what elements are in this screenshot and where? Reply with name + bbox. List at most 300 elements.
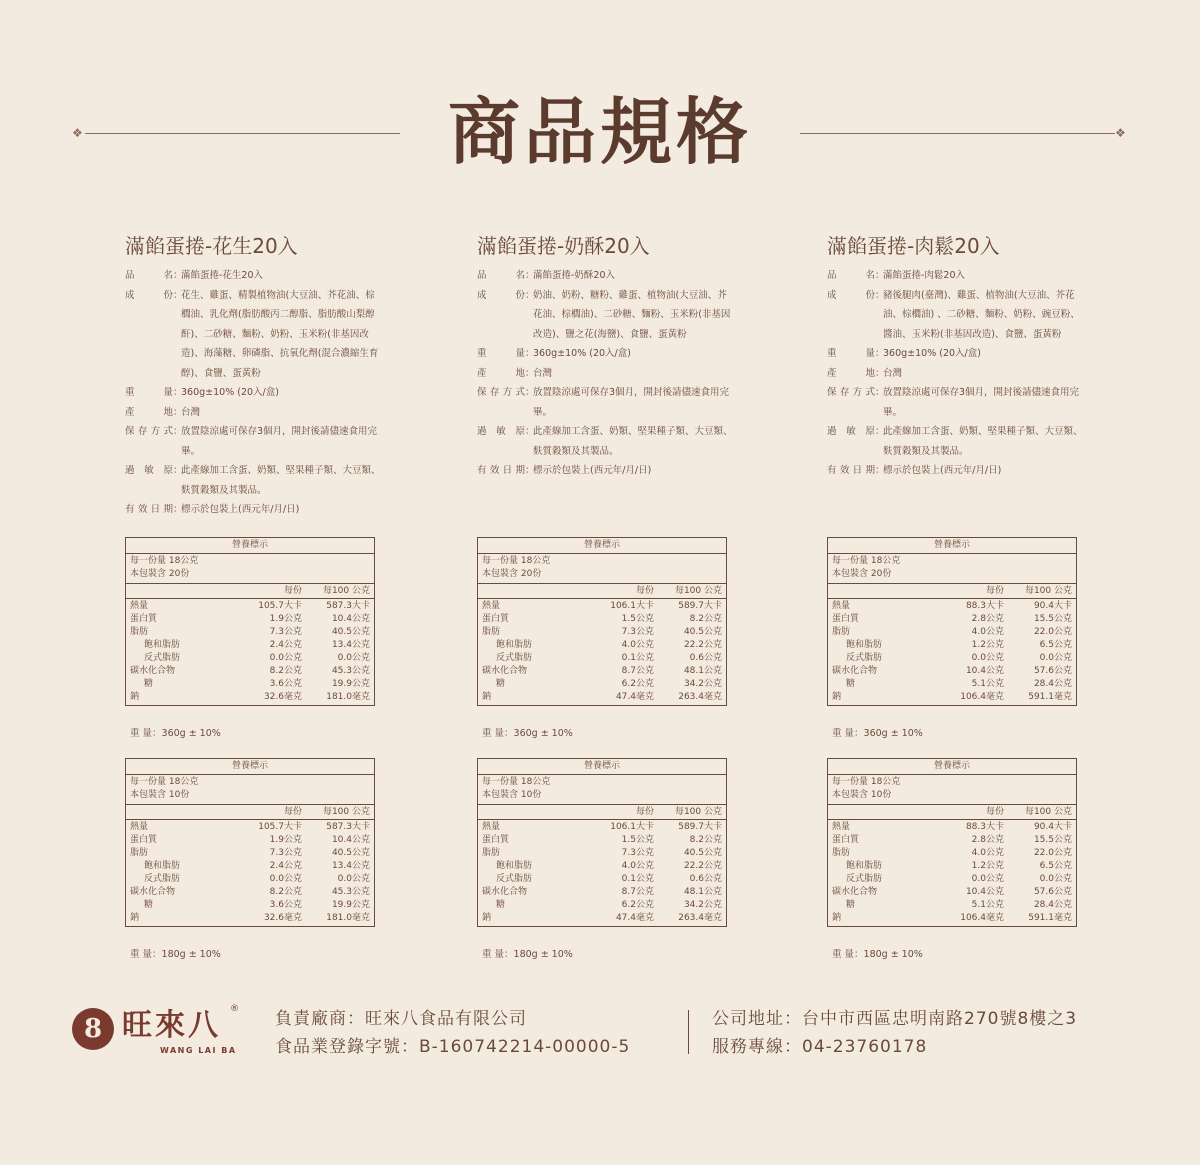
nutrient-name: 飽和脂肪 xyxy=(496,640,533,650)
nutrient-per-serving: 47.4毫克 xyxy=(615,692,654,702)
nutrition-columns xyxy=(478,805,726,820)
title-rule-left xyxy=(85,133,400,134)
nutrition-header: 營養標示 xyxy=(126,759,374,775)
nutrient-name: 碳水化合物 xyxy=(832,887,878,897)
nutrient-per-100g: 0.0公克 xyxy=(337,653,370,663)
spec-list xyxy=(125,266,455,520)
nutrient-name: 蛋白質 xyxy=(130,835,158,845)
nutrient-per-serving: 0.1公克 xyxy=(621,874,654,884)
nutrient-per-100g: 40.5公克 xyxy=(331,848,370,858)
nutrient-per-serving: 7.3公克 xyxy=(621,627,654,637)
spec-sep: ： xyxy=(525,387,535,398)
nutrient-per-serving: 106.4毫克 xyxy=(960,692,1004,702)
nutrient-per-serving: 8.7公克 xyxy=(621,887,654,897)
nutrient-per-100g: 589.7大卡 xyxy=(678,822,722,832)
nutrient-per-100g: 263.4毫克 xyxy=(678,913,722,923)
serving-size: 每一份量 18公克 xyxy=(482,556,551,566)
nutrient-name: 反式脂肪 xyxy=(846,874,883,884)
nutrient-name: 鈉 xyxy=(832,692,842,702)
nutrient-per-serving: 2.4公克 xyxy=(269,640,302,650)
nutrition-row xyxy=(126,691,374,704)
nutrition-row xyxy=(828,860,1076,873)
nutrient-name: 反式脂肪 xyxy=(846,653,883,663)
spec-list xyxy=(477,266,807,481)
spec-row xyxy=(827,286,1157,345)
spec-key: 產地 xyxy=(827,367,875,379)
nutrition-row xyxy=(478,847,726,860)
nutrient-name: 反式脂肪 xyxy=(496,653,533,663)
nutrient-per-100g: 181.0毫克 xyxy=(326,692,370,702)
nutrient-name: 熱量 xyxy=(832,822,851,832)
nutrient-per-100g: 15.5公克 xyxy=(1033,614,1072,624)
nutrient-per-100g: 90.4大卡 xyxy=(1033,822,1072,832)
spec-key: 品名 xyxy=(477,270,525,281)
ornament-right-icon: ❖ xyxy=(1115,126,1126,140)
spec-key: 重量 xyxy=(827,348,875,359)
nutrition-row xyxy=(478,665,726,678)
nutrient-per-100g: 57.6公克 xyxy=(1033,666,1072,676)
nutrition-row xyxy=(828,834,1076,847)
nutrient-name: 脂肪 xyxy=(130,848,149,858)
nutrient-per-100g: 19.9公克 xyxy=(331,900,370,910)
spec-sep: ： xyxy=(173,465,183,476)
spec-row xyxy=(477,461,807,481)
nutrient-name: 脂肪 xyxy=(482,627,501,637)
nutrient-per-serving: 3.6公克 xyxy=(269,679,302,689)
nutrition-row xyxy=(126,613,374,626)
nutrition-row xyxy=(126,639,374,652)
nutrient-per-100g: 40.5公克 xyxy=(331,627,370,637)
nutrient-name: 飽和脂肪 xyxy=(846,640,883,650)
nutrient-per-100g: 45.3公克 xyxy=(331,887,370,897)
nutrient-name: 糖 xyxy=(144,679,154,689)
nutrition-row xyxy=(126,847,374,860)
spec-key: 成份 xyxy=(827,289,875,301)
nutrient-per-serving: 2.8公克 xyxy=(971,614,1004,624)
nutrient-per-100g: 591.1毫克 xyxy=(1028,913,1072,923)
nutrient-name: 鈉 xyxy=(130,692,140,702)
col-per-serving: 每份 xyxy=(635,586,654,596)
nutrient-per-100g: 15.5公克 xyxy=(1033,835,1072,845)
spec-sep: ： xyxy=(173,289,183,301)
spec-key: 成份 xyxy=(125,289,173,301)
service-phone: 服務專線：04-23760178 xyxy=(712,1037,928,1057)
spec-key: 重量 xyxy=(125,387,173,398)
nutrient-per-serving: 1.5公克 xyxy=(621,835,654,845)
spec-sep: ： xyxy=(875,270,885,281)
spec-row xyxy=(125,422,455,461)
spec-value: 滿餡蛋捲-花生20入 xyxy=(181,270,264,281)
brand-logo-icon: 8 xyxy=(72,1008,114,1050)
nutrition-row xyxy=(828,873,1076,886)
nutrition-header: 營養標示 xyxy=(478,759,726,775)
nutrient-name: 糖 xyxy=(846,679,856,689)
nutrient-per-100g: 57.6公克 xyxy=(1033,887,1072,897)
nutrition-header: 營養標示 xyxy=(828,759,1076,775)
spec-sep: ： xyxy=(525,465,535,476)
nutrient-name: 碳水化合物 xyxy=(130,887,176,897)
spec-sep: ： xyxy=(875,348,885,359)
spec-row xyxy=(477,364,807,384)
nutrition-row xyxy=(478,639,726,652)
nutrient-per-serving: 4.0公克 xyxy=(971,848,1004,858)
nutrition-row xyxy=(828,626,1076,639)
nutrient-per-100g: 22.0公克 xyxy=(1033,627,1072,637)
nutrient-per-100g: 28.4公克 xyxy=(1033,679,1072,689)
panel-weight: 重 量：360g ± 10% xyxy=(130,728,221,739)
nutrient-name: 鈉 xyxy=(482,692,492,702)
nutrient-per-serving: 1.5公克 xyxy=(621,614,654,624)
spec-key: 保存方式 xyxy=(477,387,525,398)
nutrition-row xyxy=(828,899,1076,912)
nutrient-per-serving: 0.0公克 xyxy=(269,874,302,884)
spec-value: 台灣 xyxy=(181,406,201,418)
registration-number: 食品業登錄字號：B-160742214-00000-5 xyxy=(275,1037,631,1057)
nutrition-row xyxy=(126,886,374,899)
nutrient-per-serving: 7.3公克 xyxy=(621,848,654,858)
spec-row xyxy=(125,461,455,500)
nutrition-row xyxy=(126,600,374,613)
spec-value: 360g±10% (20入/盒) xyxy=(533,348,631,359)
spec-row xyxy=(477,383,807,422)
nutrition-columns xyxy=(828,805,1076,820)
nutrient-per-100g: 40.5公克 xyxy=(683,627,722,637)
serving-size: 每一份量 18公克 xyxy=(130,777,199,787)
nutrition-serving xyxy=(126,554,374,584)
nutrient-per-100g: 181.0毫克 xyxy=(326,913,370,923)
nutrient-per-100g: 589.7大卡 xyxy=(678,601,722,611)
nutrition-row xyxy=(126,873,374,886)
spec-key: 產地 xyxy=(477,367,525,379)
spec-row xyxy=(477,344,807,364)
spec-value: 奶油、奶粉、糖粉、雞蛋、植物油(大豆油、芥花油、棕櫚油)、二砂糖、麵粉、玉米粉(非基因改造)、鹽之花(海鹽)、食鹽、蛋黃粉 xyxy=(533,289,731,340)
spec-value: 台灣 xyxy=(533,367,553,379)
panel-weight: 重 量：180g ± 10% xyxy=(130,949,221,960)
spec-value: 豬後腿肉(臺灣)、雞蛋、植物油(大豆油、芥花油、棕櫚油) 、二砂糖、麵粉、奶粉、豌豆粉、醬油、玉米粉(非基因改造)、食鹽、蛋黃粉 xyxy=(883,289,1080,340)
spec-row xyxy=(125,383,455,403)
nutrient-per-serving: 8.2公克 xyxy=(269,887,302,897)
nutrition-row xyxy=(126,626,374,639)
nutrition-row xyxy=(126,678,374,691)
product-name: 滿餡蛋捲-花生20入 xyxy=(125,234,298,258)
spec-sep: ： xyxy=(875,367,885,379)
nutrient-name: 反式脂肪 xyxy=(144,653,181,663)
product-name: 滿餡蛋捲-奶酥20入 xyxy=(477,234,650,258)
nutrition-row xyxy=(828,678,1076,691)
nutrient-per-serving: 0.0公克 xyxy=(269,653,302,663)
brand-name: 旺來八 xyxy=(122,1008,221,1043)
spec-row xyxy=(827,461,1157,481)
col-per-100g: 每100 公克 xyxy=(1024,586,1072,596)
nutrient-per-100g: 48.1公克 xyxy=(683,887,722,897)
nutrition-header: 營養標示 xyxy=(126,538,374,554)
nutrient-per-serving: 4.0公克 xyxy=(621,861,654,871)
nutrition-columns xyxy=(126,584,374,599)
col-per-serving: 每份 xyxy=(985,586,1004,596)
nutrition-row xyxy=(828,847,1076,860)
nutrition-row xyxy=(126,821,374,834)
nutrient-per-100g: 587.3大卡 xyxy=(326,601,370,611)
serving-count: 本包裝含 20份 xyxy=(130,569,190,579)
nutrient-name: 糖 xyxy=(846,900,856,910)
spec-row xyxy=(827,266,1157,286)
nutrient-per-serving: 1.2公克 xyxy=(971,861,1004,871)
nutrient-name: 碳水化合物 xyxy=(130,666,176,676)
nutrition-row xyxy=(478,691,726,704)
nutrition-row xyxy=(828,821,1076,834)
nutrient-name: 蛋白質 xyxy=(482,835,510,845)
nutrition-serving xyxy=(126,775,374,805)
nutrition-row xyxy=(126,912,374,925)
nutrient-per-serving: 2.8公克 xyxy=(971,835,1004,845)
spec-sep: ： xyxy=(173,406,183,418)
brand-name-en: WANG LAI BA xyxy=(160,1046,237,1055)
nutrition-row xyxy=(478,600,726,613)
nutrition-panel xyxy=(827,758,1077,927)
nutrition-panel xyxy=(125,537,375,706)
spec-key: 保存方式 xyxy=(827,387,875,398)
nutrient-per-100g: 90.4大卡 xyxy=(1033,601,1072,611)
nutrient-per-serving: 4.0公克 xyxy=(971,627,1004,637)
nutrient-per-serving: 5.1公克 xyxy=(971,679,1004,689)
nutrient-name: 脂肪 xyxy=(832,627,851,637)
spec-row xyxy=(827,383,1157,422)
spec-sep: ： xyxy=(875,289,885,301)
spec-row xyxy=(125,266,455,286)
nutrient-name: 飽和脂肪 xyxy=(496,861,533,871)
footer-divider xyxy=(688,1010,689,1054)
spec-value: 放置陰涼處可保存3個月，開封後請儘速食用完畢。 xyxy=(533,387,730,418)
spec-value: 滿餡蛋捲-肉鬆20入 xyxy=(883,270,966,281)
nutrition-row xyxy=(828,886,1076,899)
spec-sep: ： xyxy=(525,367,535,379)
nutrition-panel xyxy=(477,537,727,706)
nutrition-row xyxy=(478,834,726,847)
nutrient-per-100g: 48.1公克 xyxy=(683,666,722,676)
spec-key: 有效日期 xyxy=(477,465,525,476)
maker-info: 負責廠商：旺來八食品有限公司 xyxy=(275,1009,527,1029)
spec-value: 此產線加工含蛋、奶類、堅果種子類、大豆類、麩質穀類及其製品。 xyxy=(533,426,733,457)
nutrient-per-100g: 19.9公克 xyxy=(331,679,370,689)
nutrient-per-serving: 8.7公克 xyxy=(621,666,654,676)
nutrient-per-100g: 6.5公克 xyxy=(1039,861,1072,871)
product-column xyxy=(125,230,455,520)
spec-sep: ： xyxy=(875,465,885,476)
nutrient-per-100g: 10.4公克 xyxy=(331,614,370,624)
spec-row xyxy=(827,364,1157,384)
col-per-serving: 每份 xyxy=(635,807,654,817)
spec-list xyxy=(827,266,1157,481)
serving-size: 每一份量 18公克 xyxy=(832,777,901,787)
nutrient-per-serving: 0.0公克 xyxy=(971,653,1004,663)
nutrient-per-serving: 0.0公克 xyxy=(971,874,1004,884)
spec-sep: ： xyxy=(173,387,183,398)
serving-count: 本包裝含 10份 xyxy=(130,790,190,800)
nutrition-row xyxy=(478,652,726,665)
spec-row xyxy=(125,403,455,423)
nutrient-per-100g: 0.0公克 xyxy=(1039,653,1072,663)
nutrition-row xyxy=(126,665,374,678)
spec-value: 標示於包裝上(西元年/月/日) xyxy=(533,465,652,476)
nutrition-row xyxy=(478,873,726,886)
col-per-serving: 每份 xyxy=(283,807,302,817)
spec-key: 產地 xyxy=(125,406,173,418)
nutrition-row xyxy=(126,652,374,665)
nutrient-name: 飽和脂肪 xyxy=(144,640,181,650)
spec-value: 放置陰涼處可保存3個月，開封後請儘速食用完畢。 xyxy=(883,387,1080,418)
spec-row xyxy=(827,422,1157,461)
nutrient-per-100g: 34.2公克 xyxy=(683,900,722,910)
nutrient-per-serving: 10.4公克 xyxy=(965,666,1004,676)
spec-value: 花生、雞蛋、精製植物油(大豆油、芥花油、棕櫚油、乳化劑(脂肪酸丙二醇脂、脂肪酸山梨醇酐)、二砂糖、麵粉、奶粉、玉米粉(非基因改造)、海藻糖、卵磷脂、抗氧化劑(混合濃縮生育醇)、食鹽、蛋黃粉 xyxy=(181,289,379,379)
nutrient-per-serving: 0.1公克 xyxy=(621,653,654,663)
nutrient-name: 熱量 xyxy=(130,601,149,611)
nutrient-name: 飽和脂肪 xyxy=(846,861,883,871)
nutrient-per-serving: 2.4公克 xyxy=(269,861,302,871)
spec-value: 此產線加工含蛋、奶類、堅果種子類、大豆類、麩質穀類及其製品。 xyxy=(181,465,381,496)
nutrient-per-100g: 22.2公克 xyxy=(683,861,722,871)
nutrition-row xyxy=(828,639,1076,652)
spec-row xyxy=(125,500,455,520)
nutrient-name: 反式脂肪 xyxy=(144,874,181,884)
nutrient-name: 反式脂肪 xyxy=(496,874,533,884)
spec-key: 有效日期 xyxy=(125,504,173,515)
nutrient-name: 熱量 xyxy=(130,822,149,832)
nutrient-per-serving: 32.6毫克 xyxy=(263,692,302,702)
nutrient-name: 熱量 xyxy=(482,822,501,832)
panel-weight: 重 量：360g ± 10% xyxy=(832,728,923,739)
nutrient-per-100g: 45.3公克 xyxy=(331,666,370,676)
col-per-100g: 每100 公克 xyxy=(1024,807,1072,817)
nutrient-per-100g: 0.0公克 xyxy=(1039,874,1072,884)
nutrition-panel xyxy=(477,758,727,927)
nutrient-per-serving: 4.0公克 xyxy=(621,640,654,650)
nutrient-per-100g: 22.0公克 xyxy=(1033,848,1072,858)
nutrition-panel xyxy=(827,537,1077,706)
nutrient-per-100g: 10.4公克 xyxy=(331,835,370,845)
spec-value: 360g±10% (20入/盒) xyxy=(883,348,981,359)
nutrient-per-serving: 106.1大卡 xyxy=(610,822,654,832)
nutrition-row xyxy=(126,834,374,847)
spec-row xyxy=(125,286,455,384)
spec-row xyxy=(827,344,1157,364)
spec-key: 過敏原 xyxy=(125,465,173,476)
spec-key: 成份 xyxy=(477,289,525,301)
nutrient-per-100g: 28.4公克 xyxy=(1033,900,1072,910)
spec-key: 保存方式 xyxy=(125,426,173,437)
nutrient-name: 熱量 xyxy=(482,601,501,611)
nutrient-name: 蛋白質 xyxy=(832,835,860,845)
serving-count: 本包裝含 20份 xyxy=(832,569,892,579)
nutrition-header: 營養標示 xyxy=(828,538,1076,554)
nutrition-row xyxy=(828,600,1076,613)
spec-sep: ： xyxy=(525,270,535,281)
spec-key: 過敏原 xyxy=(827,426,875,437)
spec-value: 標示於包裝上(西元年/月/日) xyxy=(181,504,300,515)
nutrient-name: 脂肪 xyxy=(832,848,851,858)
panel-weight: 重 量：180g ± 10% xyxy=(832,949,923,960)
spec-value: 滿餡蛋捲-奶酥20入 xyxy=(533,270,616,281)
serving-size: 每一份量 18公克 xyxy=(482,777,551,787)
spec-sep: ： xyxy=(875,426,885,437)
nutrient-per-serving: 105.7大卡 xyxy=(258,601,302,611)
nutrition-row xyxy=(828,665,1076,678)
nutrition-row xyxy=(478,678,726,691)
spec-key: 品名 xyxy=(125,270,173,281)
nutrient-per-serving: 6.2公克 xyxy=(621,900,654,910)
title-rule-right xyxy=(800,133,1115,134)
nutrient-per-serving: 5.1公克 xyxy=(971,900,1004,910)
col-per-100g: 每100 公克 xyxy=(674,807,722,817)
nutrient-per-serving: 88.3大卡 xyxy=(965,822,1004,832)
nutrition-row xyxy=(126,860,374,873)
spec-key: 品名 xyxy=(827,270,875,281)
nutrient-name: 飽和脂肪 xyxy=(144,861,181,871)
nutrition-row xyxy=(126,899,374,912)
nutrient-per-100g: 13.4公克 xyxy=(331,640,370,650)
nutrition-serving xyxy=(478,775,726,805)
nutrient-per-serving: 1.2公克 xyxy=(971,640,1004,650)
nutrient-per-serving: 106.4毫克 xyxy=(960,913,1004,923)
page-title: 商品規格 xyxy=(447,89,752,174)
panel-weight: 重 量：360g ± 10% xyxy=(482,728,573,739)
product-column xyxy=(827,230,1157,481)
serving-count: 本包裝含 20份 xyxy=(482,569,542,579)
nutrient-per-100g: 591.1毫克 xyxy=(1028,692,1072,702)
nutrition-row xyxy=(478,860,726,873)
spec-row xyxy=(477,266,807,286)
spec-value: 360g±10% (20入/盒) xyxy=(181,387,279,398)
spec-sep: ： xyxy=(525,426,535,437)
spec-sep: ： xyxy=(173,270,183,281)
nutrient-per-serving: 8.2公克 xyxy=(269,666,302,676)
nutrient-per-serving: 1.9公克 xyxy=(269,835,302,845)
spec-value: 放置陰涼處可保存3個月，開封後請儘速食用完畢。 xyxy=(181,426,378,457)
product-name: 滿餡蛋捲-肉鬆20入 xyxy=(827,234,1000,258)
nutrition-row xyxy=(478,886,726,899)
nutrition-columns xyxy=(478,584,726,599)
col-per-serving: 每份 xyxy=(985,807,1004,817)
spec-value: 台灣 xyxy=(883,367,903,379)
spec-key: 有效日期 xyxy=(827,465,875,476)
nutrient-name: 鈉 xyxy=(482,913,492,923)
nutrition-columns xyxy=(126,805,374,820)
nutrition-columns xyxy=(828,584,1076,599)
nutrient-per-100g: 263.4毫克 xyxy=(678,692,722,702)
col-per-serving: 每份 xyxy=(283,586,302,596)
product-column xyxy=(477,230,807,481)
spec-sep: ： xyxy=(173,426,183,437)
nutrition-row xyxy=(828,652,1076,665)
nutrient-per-100g: 6.5公克 xyxy=(1039,640,1072,650)
spec-value: 此產線加工含蛋、奶類、堅果種子類、大豆類、麩質穀類及其製品。 xyxy=(883,426,1083,457)
nutrient-name: 蛋白質 xyxy=(130,614,158,624)
nutrient-name: 鈉 xyxy=(832,913,842,923)
nutrient-per-100g: 0.6公克 xyxy=(689,653,722,663)
nutrient-per-100g: 8.2公克 xyxy=(689,614,722,624)
nutrient-per-serving: 47.4毫克 xyxy=(615,913,654,923)
nutrition-row xyxy=(828,912,1076,925)
nutrition-serving xyxy=(828,554,1076,584)
spec-sep: ： xyxy=(525,289,535,301)
panel-weight: 重 量：180g ± 10% xyxy=(482,949,573,960)
nutrient-per-100g: 0.6公克 xyxy=(689,874,722,884)
nutrition-row xyxy=(828,613,1076,626)
serving-count: 本包裝含 10份 xyxy=(482,790,542,800)
nutrient-per-serving: 1.9公克 xyxy=(269,614,302,624)
nutrient-per-serving: 6.2公克 xyxy=(621,679,654,689)
nutrient-name: 蛋白質 xyxy=(832,614,860,624)
